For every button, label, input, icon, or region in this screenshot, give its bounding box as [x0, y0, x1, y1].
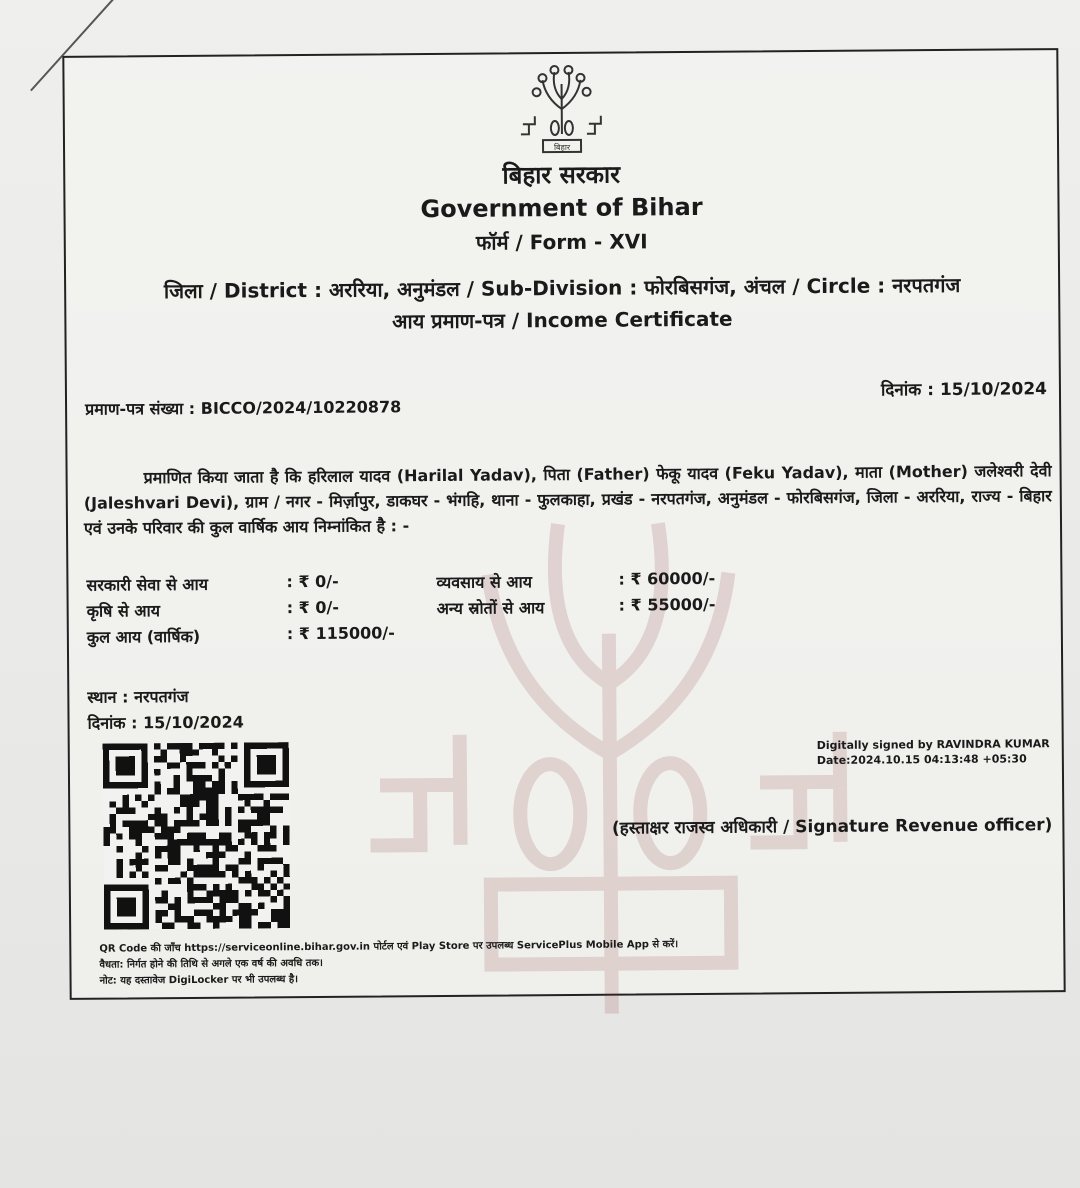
govt-service-value: : ₹ 0/-	[286, 571, 339, 592]
hindi-title: बिहार सरकार	[502, 160, 621, 190]
certificate-number: प्रमाण-पत्र संख्या : BICCO/2024/10220878	[85, 397, 402, 419]
emblem-caption: बिहार	[553, 142, 571, 153]
digital-signature	[817, 736, 1050, 768]
district-line: जिला / District : अररिया, अनुमंडल / Sub-Division : फोरबिसगंज, अंचल / Circle : नरपतगंज	[163, 272, 961, 304]
certificate-title: आय प्रमाण-पत्र / Income Certificate	[392, 306, 733, 334]
agriculture-value: : ₹ 0/-	[286, 597, 340, 618]
income-certificate	[62, 48, 1065, 1000]
digilocker-note: नोट: यह दस्तावेज DigiLocker पर भी उपलब्ध है।	[99, 974, 299, 987]
issue-date: दिनांक : 15/10/2024	[880, 379, 1048, 401]
business-income-label: व्यवसाय से आय	[436, 572, 533, 593]
signature-date: दिनांक : 15/10/2024	[87, 712, 244, 733]
place: स्थान : नरपतगंज	[87, 686, 189, 707]
government-title: Government of Bihar	[420, 192, 703, 224]
form-number: फॉर्म / Form - XVI	[475, 229, 648, 255]
certificate-body-text: प्रमाणित किया जाता है कि हरिलाल यादव (Harilal Yadav), पिता (Father) फेकू यादव (Feku Yadav), माता (Mother) जलेश्वरी देवी (Jaleshvari Devi), ग्राम / नगर - मिर्ज़ापुर, डाकघर - भंगहि, थाना - फुलकाहा, प्रखंड - नरपतगंज, अनुमंडल - फोरबिसगंज, जिला - अररिया, राज्य - बिहार एवं उनके परिवार की कुल वार्षिक आय निम्नांकित है : -	[83, 461, 1052, 538]
qr-code-icon	[100, 742, 293, 930]
validity-note: वैधता: निर्गत होने की तिथि से अगले एक वर्ष की अवधि तक।	[99, 957, 323, 971]
bihar-emblem-icon	[516, 64, 607, 157]
other-income-label: अन्य स्रोतों से आय	[436, 598, 545, 619]
digital-signature-signer: Digitally signed by RAVINDRA KUMAR	[816, 737, 1050, 753]
total-income-label: कुल आय (वार्षिक)	[86, 626, 201, 647]
govt-service-label: सरकारी सेवा से आय	[86, 574, 209, 595]
certificate-body	[84, 458, 1053, 541]
other-income-value: : ₹ 55000/-	[618, 594, 716, 615]
digital-signature-date: Date:2024.10.15 04:13:48 +05:30	[816, 752, 1027, 768]
qr-verification-note: QR Code की जाँच https://serviceonline.bihar.gov.in पोर्टल एवं Play Store पर उपलब्ध ServicePlus Mobile App से करें।	[99, 939, 679, 955]
agriculture-label: कृषि से आय	[86, 601, 161, 621]
total-income-value: : ₹ 115000/-	[286, 623, 395, 644]
business-income-value: : ₹ 60000/-	[618, 568, 716, 589]
footnotes	[99, 937, 678, 990]
signature-label: (हस्ताक्षर राजस्व अधिकारी / Signature Revenue officer)	[611, 815, 1053, 839]
